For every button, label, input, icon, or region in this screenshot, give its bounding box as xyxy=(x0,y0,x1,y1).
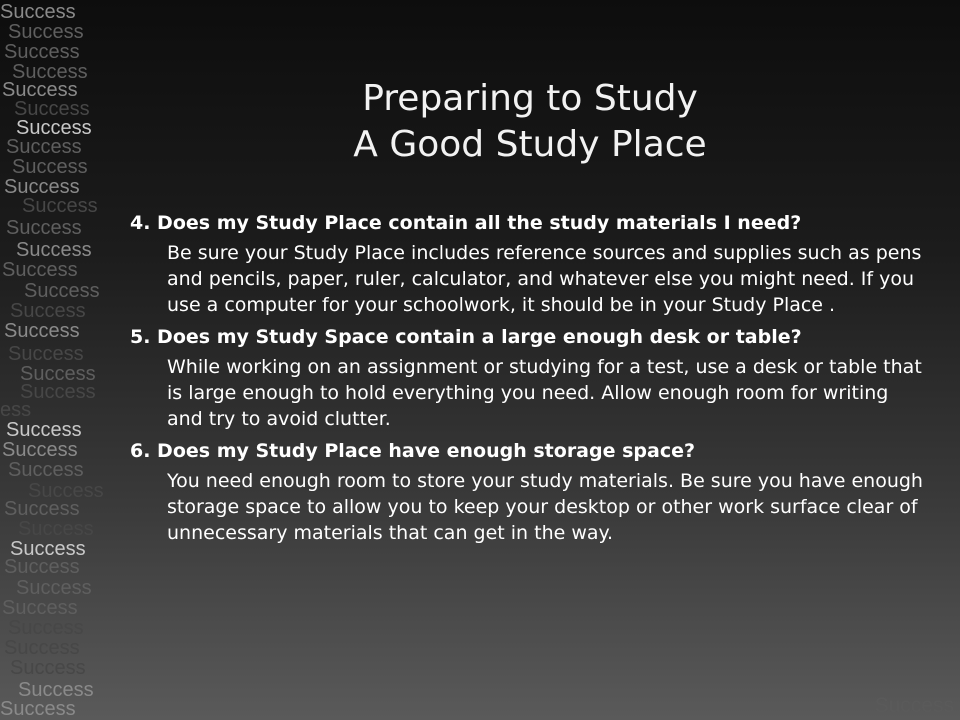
watermark-text: Success xyxy=(4,498,80,520)
item-6 xyxy=(130,438,930,546)
watermark-text: Success xyxy=(4,637,80,659)
success-watermark-pattern xyxy=(0,0,130,720)
title-line-2: A Good Study Place xyxy=(353,124,707,165)
slide-title xyxy=(230,76,830,168)
watermark-text: Success xyxy=(2,597,78,619)
watermark-text: Success xyxy=(8,617,84,639)
answer-6: You need enough room to store your study materials. Be sure you have enough storage space to allow you to keep your desktop or other work surface clear of unnecessary materials that can get in the way. xyxy=(167,470,923,544)
watermark-text: Success xyxy=(4,556,80,578)
watermark-text: Success xyxy=(14,98,90,120)
watermark-text: Success xyxy=(6,136,82,158)
item-5 xyxy=(130,324,930,432)
answer-5: While working on an assignment or studying for a test, use a desk or table that is large enough to hold everything you need. Allow enough room for writing and try to avoid clutter. xyxy=(167,356,922,430)
watermark-text: Success xyxy=(16,117,92,139)
watermark-text: Success xyxy=(16,239,92,261)
answer-4: Be sure your Study Place includes reference sources and supplies such as pens and pencils, paper, ruler, calculator, and whatever else you might need. If you use a computer for your schoolwork, it should be in your Study Place . xyxy=(167,242,922,316)
watermark-text: Success xyxy=(22,195,98,217)
watermark-text: Success xyxy=(0,1,76,23)
watermark-text: Success xyxy=(4,320,80,342)
watermark-text: Success xyxy=(4,176,80,198)
watermark-text: Success xyxy=(4,41,80,63)
watermark-text: Success xyxy=(16,577,92,599)
watermark-text: Success xyxy=(8,459,84,481)
watermark-text: Success xyxy=(10,657,86,679)
watermark-text: Success xyxy=(12,61,88,83)
watermark-text: Success xyxy=(24,280,100,302)
watermark-text: Success xyxy=(8,343,84,365)
watermark-text: Success xyxy=(0,698,76,720)
question-5: 5. Does my Study Space contain a large enough desk or table? xyxy=(130,326,802,348)
watermark-text: Success xyxy=(6,217,82,239)
watermark-text: Success xyxy=(18,518,94,540)
watermark-text: Success xyxy=(2,259,78,281)
item-4 xyxy=(130,210,930,318)
watermark-text: Success xyxy=(12,156,88,178)
slide-body xyxy=(130,210,930,552)
watermark-text: Success xyxy=(2,439,78,461)
title-line-1: Preparing to Study xyxy=(362,78,698,119)
question-4: 4. Does my Study Place contain all the study materials I need? xyxy=(130,212,802,234)
watermark-text: Success xyxy=(20,363,96,385)
corner-watermark-text: Success xyxy=(874,694,954,717)
watermark-text: Success xyxy=(20,381,96,403)
watermark-text: Success xyxy=(10,538,86,560)
watermark-text: Success xyxy=(18,679,94,701)
watermark-text: Success xyxy=(2,79,78,101)
watermark-text: ess xyxy=(0,399,32,421)
watermark-text: Success xyxy=(28,480,104,502)
watermark-text: Success xyxy=(8,21,84,43)
question-6: 6. Does my Study Place have enough storage space? xyxy=(130,440,696,462)
watermark-text: Success xyxy=(6,419,82,441)
watermark-text: Success xyxy=(10,300,86,322)
